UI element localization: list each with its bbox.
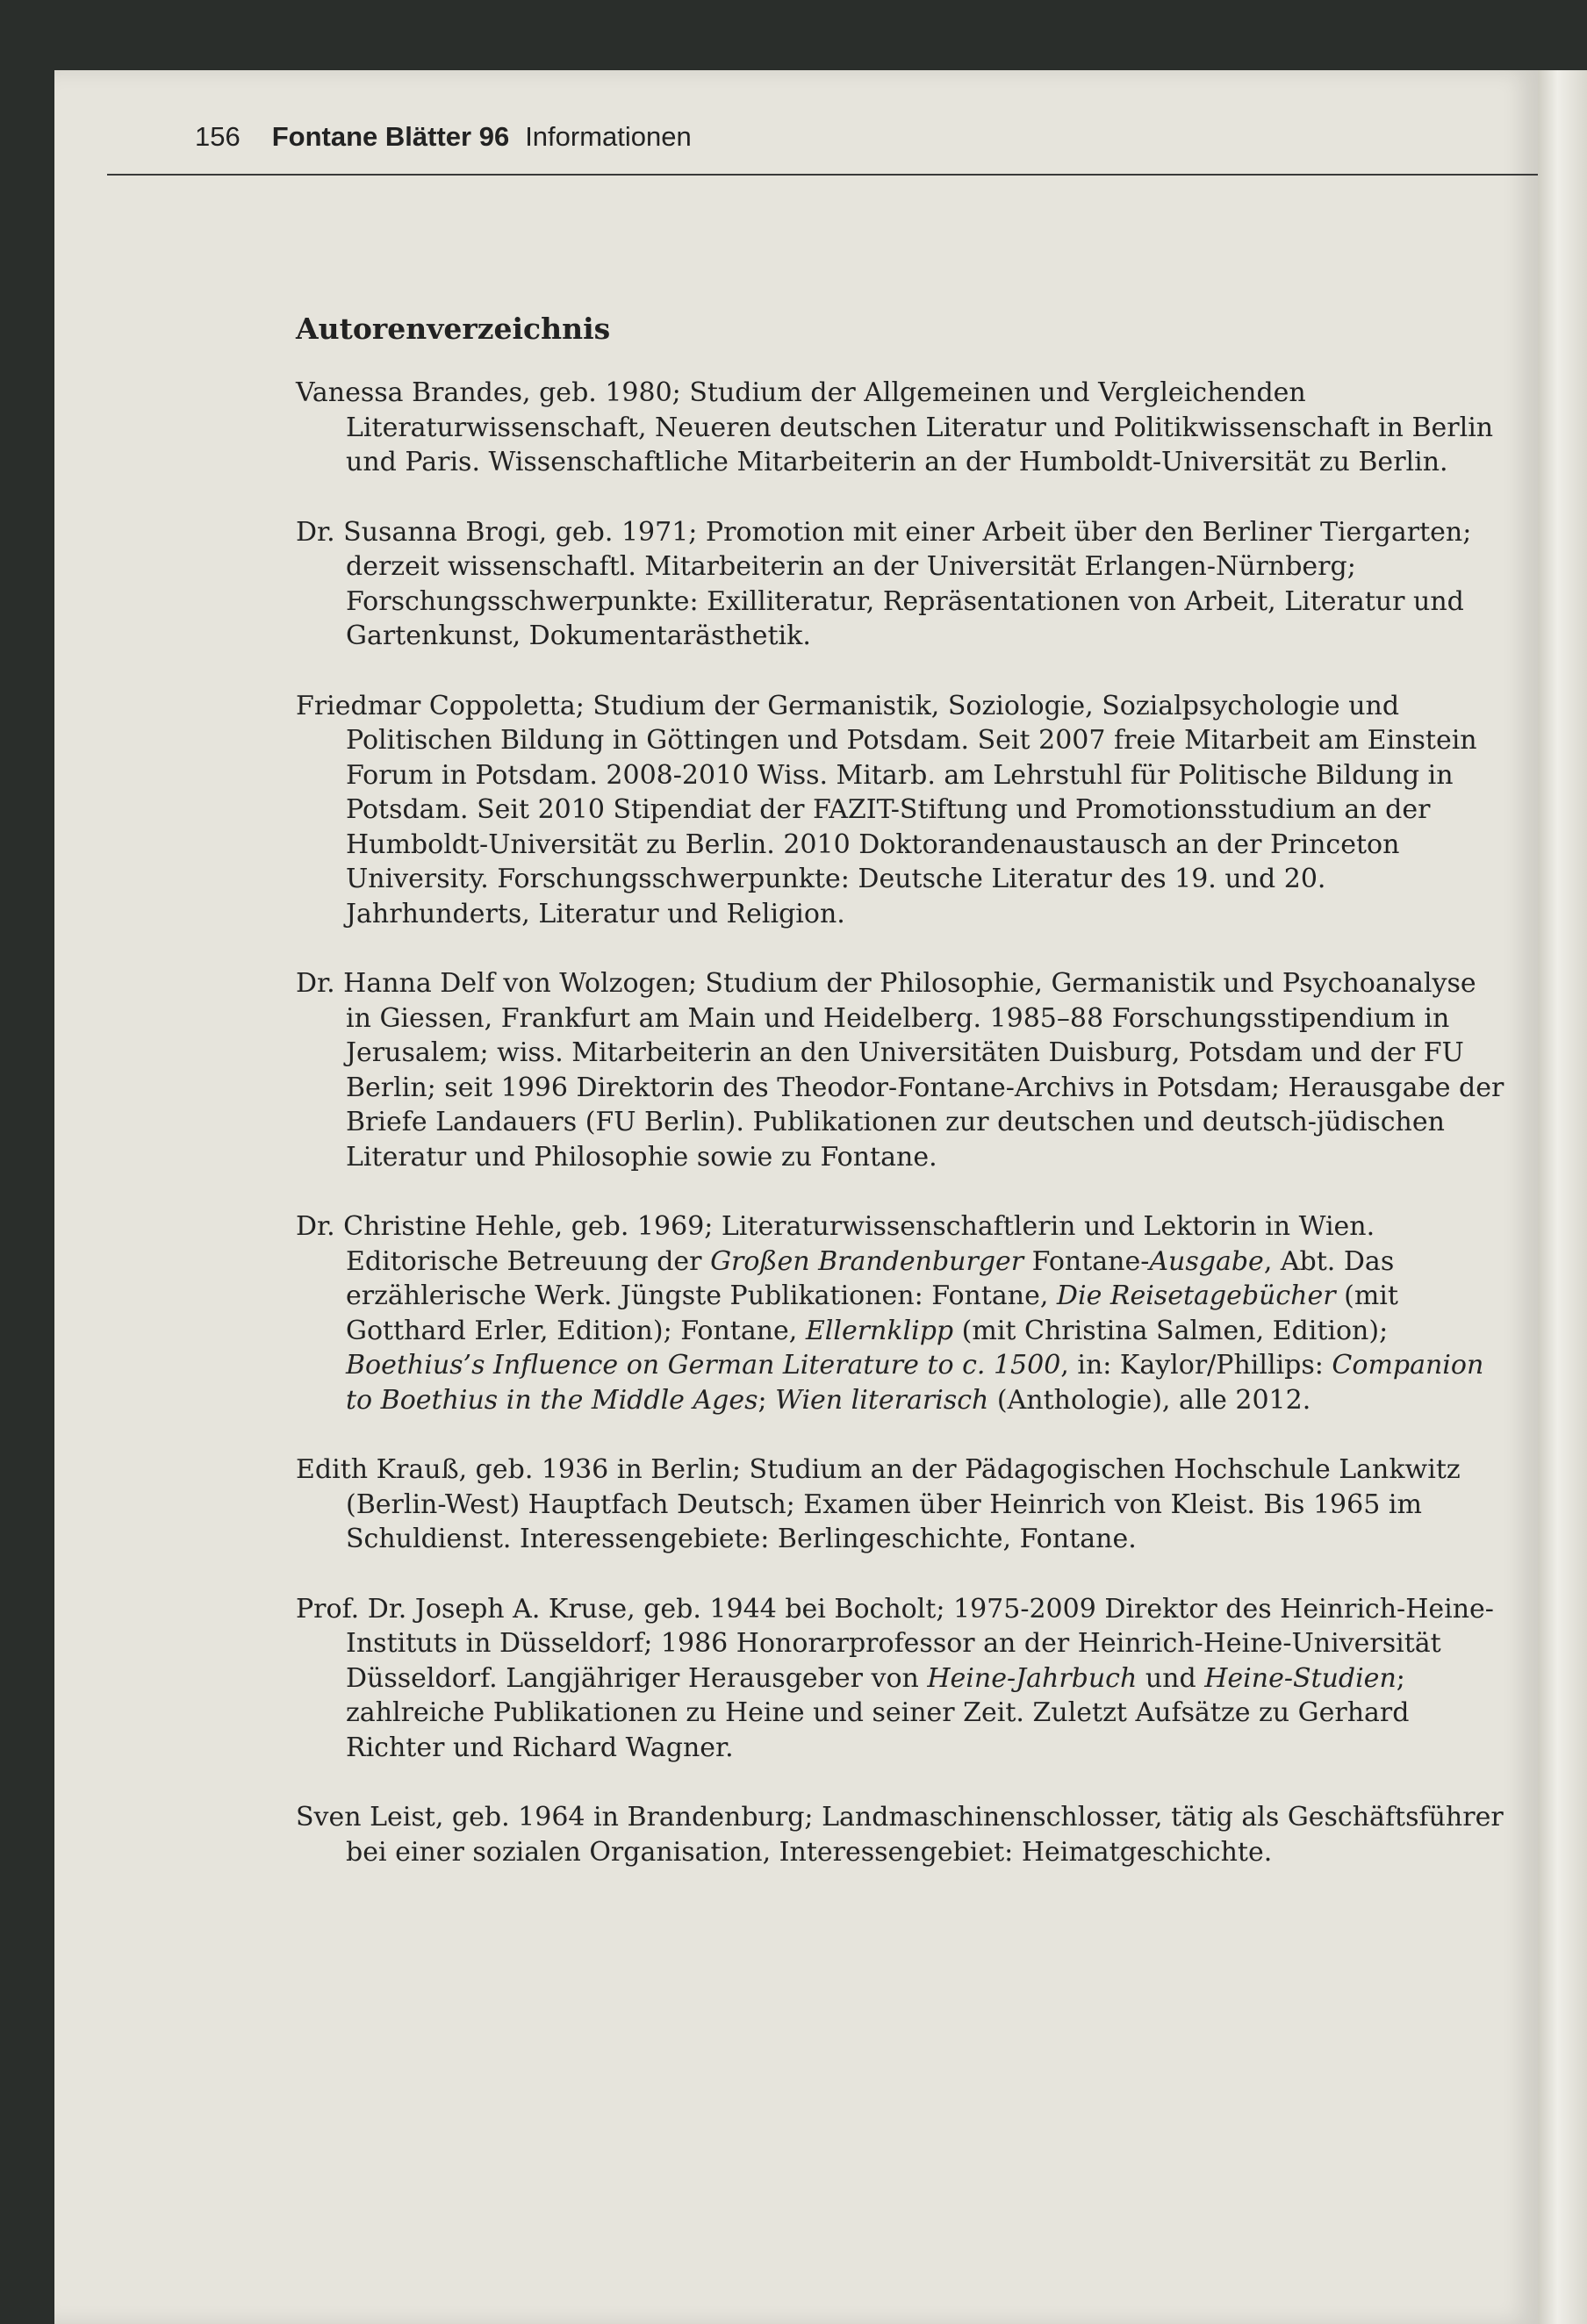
- italic-text: Companion to Boethius in the Middle Ages: [346, 1350, 1484, 1416]
- italic-text: Heine-Studien: [1204, 1662, 1397, 1694]
- entry-text: Dr. Christine Hehle, geb. 1969; Literaturwissenschaftlerin und Lektorin in Wien. Editorische Betreuung der: [296, 1211, 1375, 1277]
- entry-text: Fontane-: [1023, 1245, 1150, 1277]
- entry-text: , Abt. Das erzählerische Werk. Jüngste Publikationen: Fontane,: [346, 1245, 1395, 1311]
- entry-text: (mit Gotthard Erler, Edition); Fontane,: [346, 1280, 1398, 1346]
- entry-text: Prof. Dr. Joseph A. Kruse, geb. 1944 bei Bocholt; 1975-2009 Direktor des Heinrich-Heine-Instituts in Düsseldorf; 1986 Honorarprofessor an der Heinrich-Heine-Universität Düsseldorf. Langjähriger Herausgeber von: [296, 1593, 1494, 1694]
- entry-text: Dr. Susanna Brogi, geb. 1971; Promotion mit einer Arbeit über den Berliner Tiergarten; derzeit wissenschaftl. Mitarbeiterin an der Universität Erlangen-Nürnberg; Forschungsschwerpunkte: Exilliteratur, Repräsentationen von Arbeit, Literatur und Gartenkunst, Dokumentarästhetik.: [296, 516, 1472, 651]
- entry-text: (Anthologie), alle 2012.: [988, 1384, 1311, 1416]
- main-content: [296, 312, 1507, 1904]
- header-rule: [107, 174, 1538, 176]
- author-entry: [296, 1452, 1507, 1557]
- italic-text: Großen Brandenburger: [710, 1245, 1024, 1277]
- author-entry: [296, 515, 1507, 654]
- author-list: [296, 376, 1507, 1869]
- italic-text: Ausgabe: [1149, 1245, 1264, 1277]
- italic-text: Heine-Jahrbuch: [927, 1662, 1138, 1694]
- italic-text: Die Reisetagebücher: [1056, 1280, 1336, 1311]
- book-page: [54, 70, 1538, 2324]
- page-edge: [1538, 70, 1587, 2324]
- running-header: [195, 121, 692, 153]
- italic-text: Boethius’s Influence on German Literature to c. 1500: [346, 1350, 1061, 1381]
- author-entry: [296, 376, 1507, 480]
- entry-text: Dr. Hanna Delf von Wolzogen; Studium der Philosophie, Germanistik und Psychoanalyse in Giessen, Frankfurt am Main und Heidelberg. 1985–88 Forschungsstipendium in Jerusalem; wiss. Mitarbeiterin an den Universitäten Duisburg, Potsdam und der FU Berlin; seit 1996 Direktorin des Theodor-Fontane-Archivs in Potsdam; Herausgabe der Briefe Landauers (FU Berlin). Publikationen zur deutschen und deutsch-jüdischen Literatur und Philosophie sowie zu Fontane.: [296, 968, 1504, 1173]
- entry-text: Friedmar Coppoletta; Studium der Germanistik, Soziologie, Sozialpsychologie und Politischen Bildung in Göttingen und Potsdam. Seit 2007 freie Mitarbeit am Einstein Forum in Potsdam. 2008-2010 Wiss. Mitarb. am Lehrstuhl für Politische Bildung in Potsdam. Seit 2010 Stipendiat der FAZIT-Stiftung und Promotionsstudium an der Humboldt-Universität zu Berlin. 2010 Doktorandenaustausch an der Princeton University. Forschungsschwerpunkte: Deutsche Literatur des 19. und 20. Jahrhunderts, Literatur und Religion.: [296, 690, 1477, 929]
- author-entry: [296, 966, 1507, 1174]
- page-number: 156: [195, 121, 241, 152]
- entry-text: , in: Kaylor/Phillips:: [1060, 1350, 1332, 1381]
- author-entry: [296, 1800, 1507, 1869]
- entry-text: Sven Leist, geb. 1964 in Brandenburg; Landmaschinenschlosser, tätig als Geschäftsführer bei einer sozialen Organisation, Interessengebiet: Heimatgeschichte.: [296, 1802, 1504, 1868]
- journal-title: Fontane Blätter 96: [271, 121, 510, 152]
- entry-text: ;: [758, 1384, 776, 1416]
- author-entry: [296, 689, 1507, 932]
- author-entry: [296, 1209, 1507, 1417]
- author-entry: [296, 1592, 1507, 1766]
- entry-text: und: [1137, 1662, 1205, 1694]
- page-title: Autorenverzeichnis: [296, 312, 611, 346]
- entry-text: Vanessa Brandes, geb. 1980; Studium der Allgemeinen und Vergleichenden Literaturwissenschaft, Neueren deutschen Literatur und Politikwissenschaft in Berlin und Paris. Wissenschaftliche Mitarbeiterin an der Humboldt-Universität zu Berlin.: [296, 377, 1494, 477]
- entry-text: ; zahlreiche Publikationen zu Heine und seiner Zeit. Zuletzt Aufsätze zu Gerhard Richter und Richard Wagner.: [346, 1662, 1410, 1763]
- section-name: Informationen: [525, 121, 692, 152]
- italic-text: Ellernklipp: [805, 1315, 954, 1346]
- entry-text: Edith Krauß, geb. 1936 in Berlin; Studium an der Pädagogischen Hochschule Lankwitz (Berlin-West) Hauptfach Deutsch; Examen über Heinrich von Kleist. Bis 1965 im Schuldienst. Interessengebiete: Berlingeschichte, Fontane.: [296, 1454, 1461, 1554]
- entry-text: (mit Christina Salmen, Edition);: [953, 1315, 1389, 1346]
- italic-text: Wien literarisch: [775, 1384, 989, 1416]
